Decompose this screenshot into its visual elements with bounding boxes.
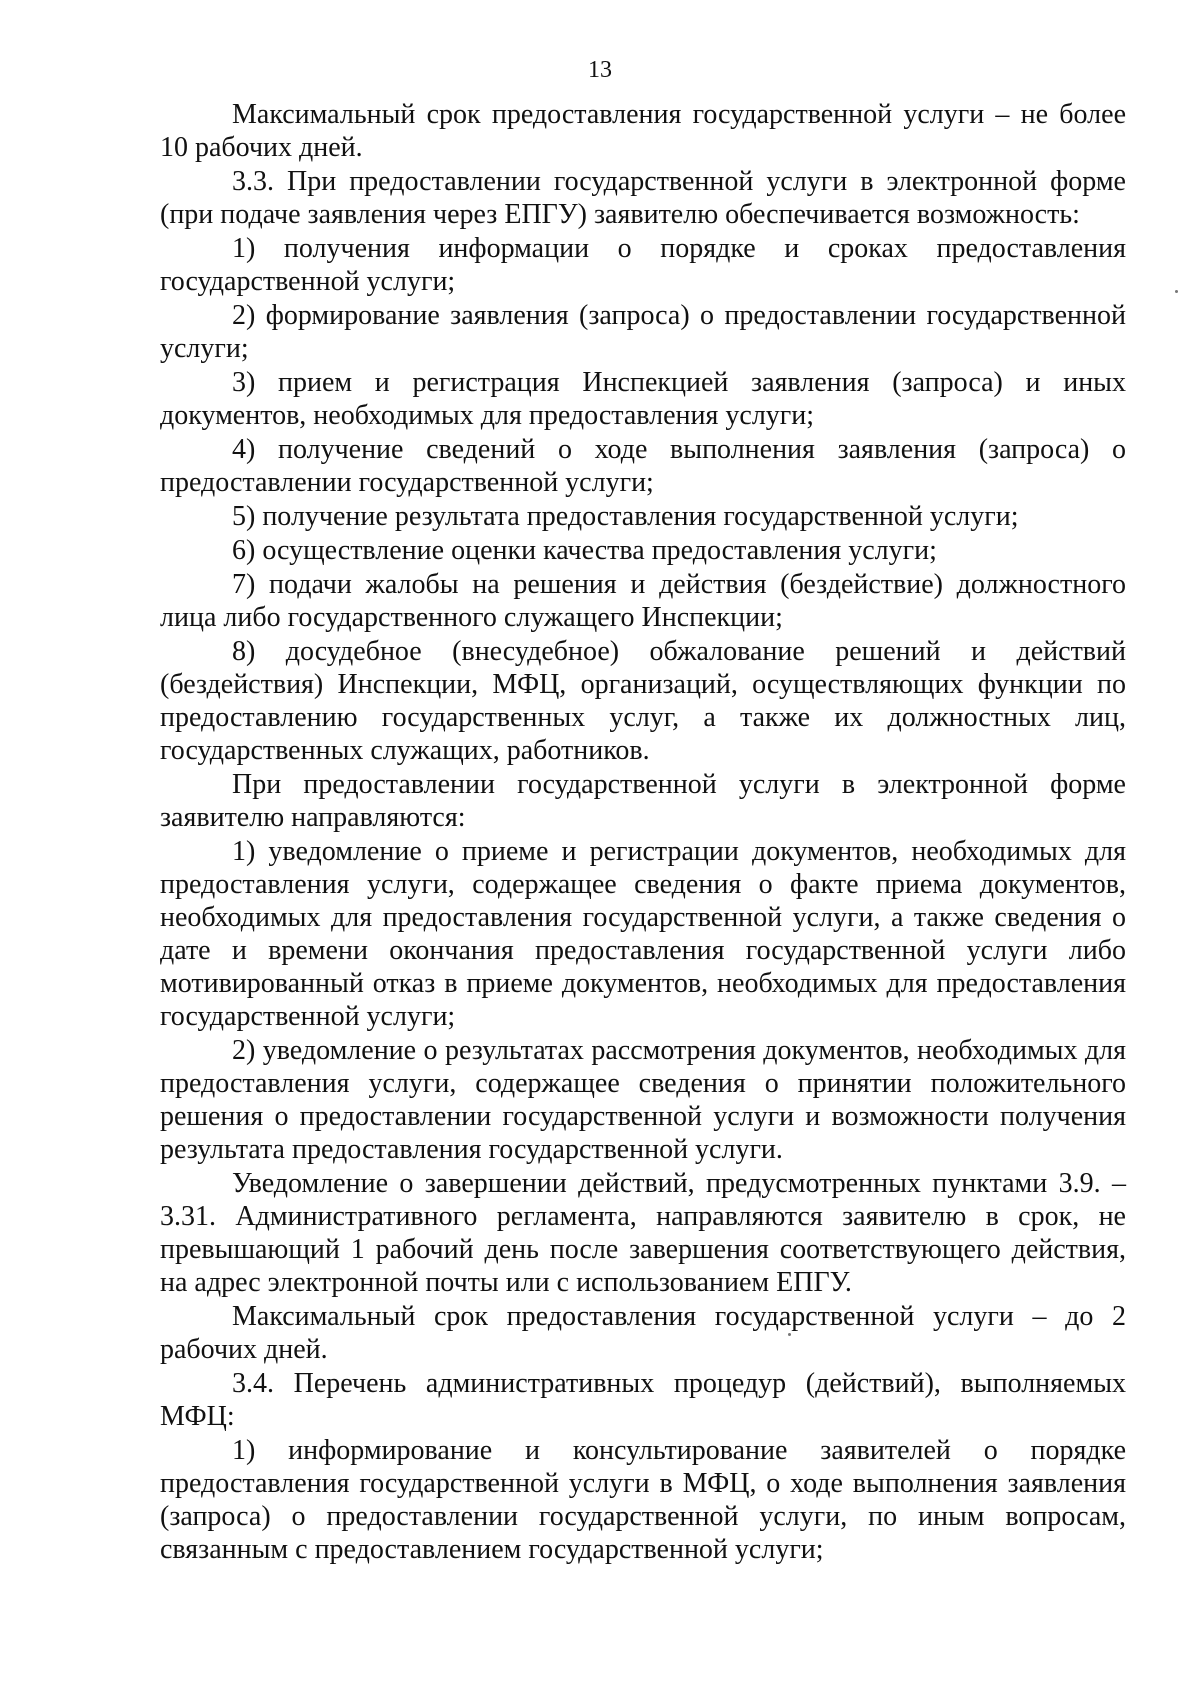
page-number: 13 bbox=[588, 57, 612, 83]
list-item-5-result: 5) получение результата предоставления государственной услуги; bbox=[232, 501, 1019, 532]
mfc-item-1-informing: 1) информирование и консультирование заявителей о порядке предоставления государственной услуги в МФЦ, о ходе выполнения заявления (запроса) о предоставлении государственной услуги, по иным вопросам, связанным с предоставлением государственной услуги; bbox=[160, 1435, 1126, 1565]
list-item-3-registration: 3) прием и регистрация Инспекцией заявления (запроса) и иных документов, необходимых для предоставления услуги; bbox=[160, 367, 1126, 431]
list-item-8-pretrial-appeal: 8) досудебное (внесудебное) обжалование решений и действий (бездействия) Инспекции, МФЦ, организаций, осуществляющих функции по предоставлению государственных услуг, а также их должностных лиц, государственных служащих, работников. bbox=[160, 636, 1126, 766]
paragraph-notifications-intro: При предоставлении государственной услуги в электронной форме заявителю направляются: bbox=[160, 769, 1126, 833]
paragraph-completion-notice: Уведомление о завершении действий, предусмотренных пунктами 3.9. – 3.31. Административного регламента, направляются заявителю в срок, не превышающий 1 рабочий день после завершения соответствующего действия, на адрес электронной почты или с использованием ЕПГУ. bbox=[160, 1168, 1126, 1298]
list-item-1-information: 1) получения информации о порядке и сроках предоставления государственной услуги; bbox=[160, 233, 1126, 297]
scan-speck bbox=[788, 1333, 791, 1336]
paragraph-3-3-intro: 3.3. При предоставлении государственной услуги в электронной форме (при подаче заявления через ЕПГУ) заявителю обеспечивается возможность: bbox=[160, 166, 1126, 230]
list-item-6-quality-assessment: 6) осуществление оценки качества предоставления услуги; bbox=[232, 535, 937, 566]
notification-item-2: 2) уведомление о результатах рассмотрения документов, необходимых для предоставления услуги, содержащее сведения о принятии положительного решения о предоставлении государственной услуги и возможности получения результата предоставления государственной услуги. bbox=[160, 1035, 1126, 1165]
notification-item-1: 1) уведомление о приеме и регистрации документов, необходимых для предоставления услуги, содержащее сведения о факте приема документов, необходимых для предоставления государственной услуги, а также сведения о дате и времени окончания предоставления государственной услуги либо мотивированный отказ в приеме документов, необходимых для предоставления государственной услуги; bbox=[160, 836, 1126, 1032]
list-item-4-progress-info: 4) получение сведений о ходе выполнения заявления (запроса) о предоставлении государственной услуги; bbox=[160, 434, 1126, 498]
paragraph-max-term-2-days: Максимальный срок предоставления государственной услуги – до 2 рабочих дней. bbox=[160, 1301, 1126, 1365]
document-body bbox=[160, 98, 1126, 1566]
list-item-7-complaint: 7) подачи жалобы на решения и действия (бездействие) должностного лица либо государственного служащего Инспекции; bbox=[160, 569, 1126, 633]
paragraph-3-4-intro: 3.4. Перечень административных процедур (действий), выполняемых МФЦ: bbox=[160, 1368, 1126, 1432]
paragraph-max-term-10-days: Максимальный срок предоставления государственной услуги – не более 10 рабочих дней. bbox=[160, 99, 1126, 163]
list-item-2-application-form: 2) формирование заявления (запроса) о предоставлении государственной услуги; bbox=[160, 300, 1126, 364]
scan-speck bbox=[1175, 290, 1178, 293]
